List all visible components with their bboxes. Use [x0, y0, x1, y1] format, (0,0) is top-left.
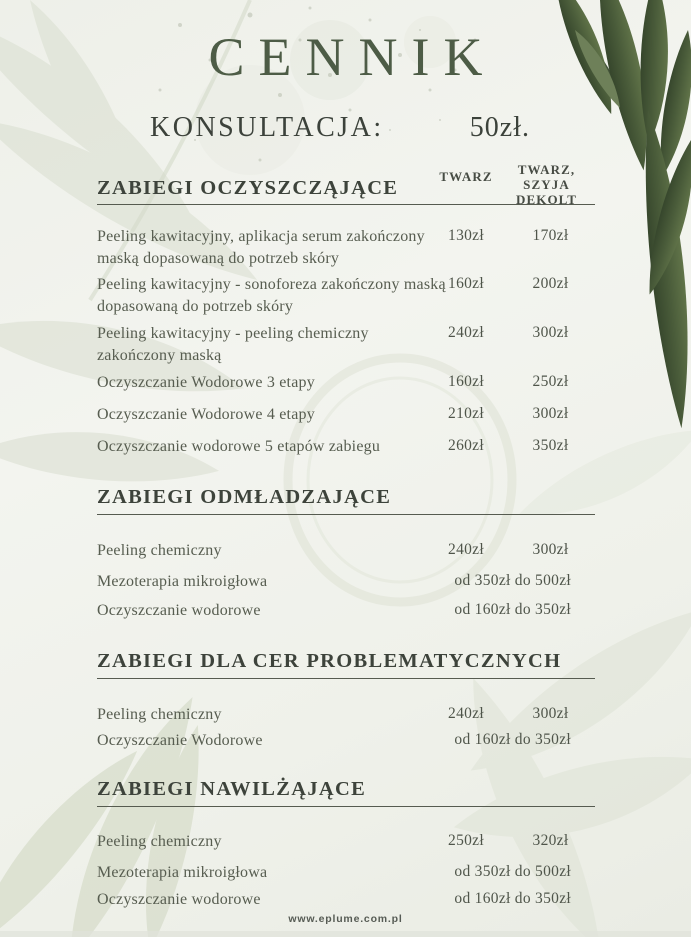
- treatment-name: Oczyszczanie Wodorowe 4 etapy: [97, 406, 315, 423]
- treatment-name: Oczyszczanie Wodorowe 3 etapy: [97, 374, 315, 391]
- treatment-name: Peeling kawitacyjny, aplikacja serum zakończony maską dopasowaną do potrzeb skóry: [97, 228, 425, 267]
- section-heading: ZABIEGI NAWILŻĄJĄCE: [97, 778, 595, 807]
- section-oczyszczajace: [97, 160, 595, 455]
- price-dekolt: 300zł: [532, 541, 569, 558]
- section-odmladzajace: [97, 486, 595, 619]
- price-dekolt: 200zł: [532, 275, 569, 292]
- price-twarz: 160zł: [448, 275, 484, 292]
- column-header-twarz: TWARZ: [439, 169, 493, 184]
- page-title: CENNIK: [208, 27, 497, 87]
- column-header-line1: TWARZ, SZYJA: [517, 162, 576, 192]
- price-range: od 160zł do 350zł: [454, 601, 571, 618]
- price-range: od 160zł do 350zł: [454, 890, 571, 907]
- price-dekolt: 300zł: [532, 405, 569, 422]
- section-cery-problematyczne: [97, 650, 595, 749]
- price-twarz: 160zł: [448, 373, 484, 390]
- price-range: od 350zł do 500zł: [454, 572, 571, 589]
- price-dekolt: 350zł: [532, 437, 569, 454]
- price-dekolt: 300zł: [532, 705, 569, 722]
- treatment-name: Oczyszczanie wodorowe 5 etapów zabiegu: [97, 438, 381, 455]
- price-range: od 350zł do 500zł: [454, 863, 571, 880]
- price-dekolt: 320zł: [532, 832, 569, 849]
- price-dekolt: 250zł: [532, 373, 569, 390]
- treatment-name: Mezoterapia mikroigłowa: [97, 864, 268, 881]
- price-dekolt: 300zł: [532, 324, 569, 341]
- price-twarz: 210zł: [448, 405, 484, 422]
- treatment-name: Peeling chemiczny: [97, 542, 222, 559]
- treatment-name: Oczyszczanie wodorowe: [97, 891, 261, 908]
- price-twarz: 250zł: [448, 832, 484, 849]
- price-twarz: 260zł: [448, 437, 484, 454]
- treatment-name: Oczyszczanie Wodorowe: [97, 732, 263, 749]
- price-twarz: 240zł: [448, 705, 484, 722]
- price-dekolt: 170zł: [532, 227, 569, 244]
- price-twarz: 130zł: [448, 227, 484, 244]
- column-header-line2: DEKOLT: [515, 192, 578, 207]
- column-header-twarz-szyja-dekolt: [498, 162, 595, 207]
- consultation-price: 50zł.: [469, 112, 530, 143]
- section-heading: ZABIEGI ODMŁADZAJĄCE: [97, 486, 595, 515]
- price-twarz: 240zł: [448, 541, 484, 558]
- treatment-name: Peeling chemiczny: [97, 833, 222, 850]
- section-heading: ZABIEGI DLA CER PROBLEMATYCZNYCH: [97, 650, 595, 679]
- treatment-name: Mezoterapia mikroigłowa: [97, 573, 268, 590]
- price-twarz: 240zł: [448, 324, 484, 341]
- section-nawilzajace: [97, 778, 595, 908]
- treatment-name: Peeling chemiczny: [97, 706, 222, 723]
- section-heading: ZABIEGI OCZYSZCZĄJĄCE: [97, 177, 399, 199]
- treatment-name: Oczyszczanie wodorowe: [97, 602, 261, 619]
- consultation-row: [150, 112, 530, 144]
- website-url: www.eplume.com.pl: [288, 913, 403, 925]
- section-header-row: [97, 160, 595, 205]
- consultation-label: KONSULTACJA:: [150, 112, 384, 143]
- treatment-name: Peeling kawitacyjny - sonoforeza zakończony maską dopasowaną do potrzeb skóry: [97, 276, 446, 315]
- price-range: od 160zł do 350zł: [454, 731, 571, 748]
- page-bottom-edge: [0, 931, 691, 937]
- treatment-name: Peeling kawitacyjny - peeling chemiczny zakończony maską: [97, 325, 369, 364]
